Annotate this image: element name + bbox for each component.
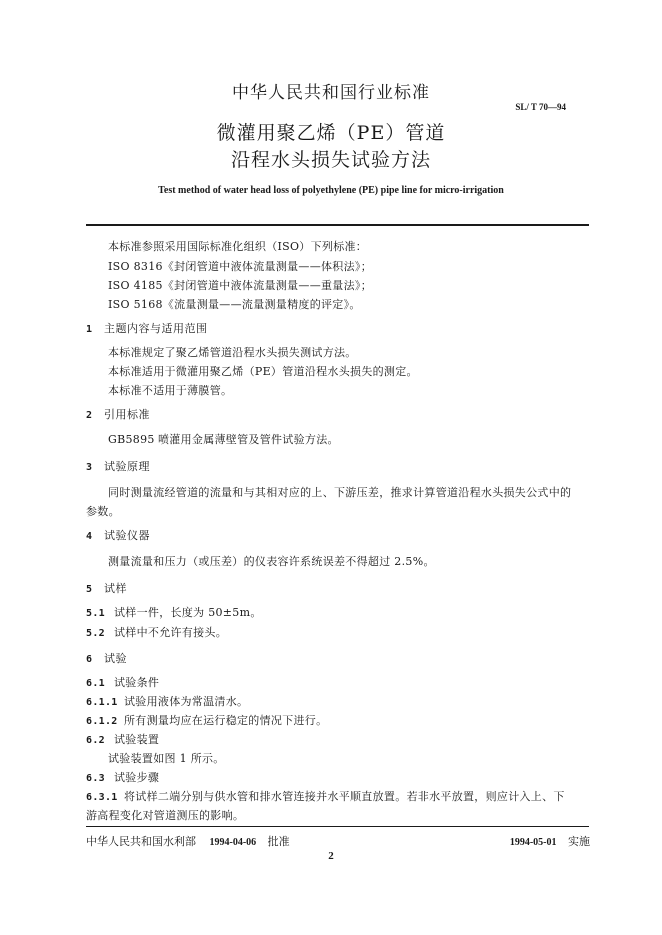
clause-number: 6.3 xyxy=(86,773,105,784)
reference-entry xyxy=(108,431,339,447)
clause-text: 试样一件，长度为 50±5m。 xyxy=(114,606,262,619)
page-number: 2 xyxy=(328,850,334,862)
clause-6-3 xyxy=(86,769,159,785)
clause-number: 6.3.1 xyxy=(86,792,118,803)
intro-line: 本标准参照采用国际标准化组织（ISO）下列标准： xyxy=(108,240,368,253)
section-number: 1 xyxy=(86,324,93,335)
clause-5-2 xyxy=(86,624,227,640)
clause-text: 所有测量均应在运行稳定的情况下进行。 xyxy=(124,714,328,727)
reference-title: 喷灌用金属薄壁管及管件试验方法。 xyxy=(158,433,339,446)
english-title: Test method of water head loss of polyethylene (PE) pipe line for micro-irrigation xyxy=(158,185,504,196)
section-heading-6 xyxy=(86,650,127,666)
document-title-line1: 微灌用聚乙烯（PE）管道 xyxy=(216,122,446,144)
clause-5-1 xyxy=(86,604,262,620)
clause-6-2 xyxy=(86,731,159,747)
section-title: 主题内容与适用范围 xyxy=(104,322,208,335)
reference-code: GB5895 xyxy=(108,433,155,446)
section-title: 试验原理 xyxy=(104,460,150,473)
clause-number: 6.1.2 xyxy=(86,716,118,727)
intro-line: ISO 8316《封闭管道中液体流量测量——体积法》； xyxy=(108,260,372,273)
clause-number: 5.2 xyxy=(86,628,105,639)
org-title: 中华人民共和国行业标准 xyxy=(232,83,430,103)
section-number: 6 xyxy=(86,654,93,665)
clause-title: 试验装置 xyxy=(114,733,160,746)
paragraph: 试验装置如图 1 所示。 xyxy=(108,752,225,765)
section-number: 3 xyxy=(86,462,93,473)
section-title: 试验 xyxy=(104,652,127,665)
effective-info xyxy=(510,833,590,849)
clause-text: 试验用液体为常温清水。 xyxy=(124,695,249,708)
clause-title: 试验步骤 xyxy=(114,771,160,784)
approval-date: 1994-04-06 xyxy=(209,837,257,848)
effective-date: 1994-05-01 xyxy=(509,837,557,848)
paragraph: 本标准规定了聚乙烯管道沿程水头损失测试方法。 xyxy=(108,346,357,359)
section-heading-5 xyxy=(86,580,127,596)
clause-6-3-1 xyxy=(86,788,565,804)
section-title: 引用标准 xyxy=(104,408,150,421)
section-heading-2 xyxy=(86,406,150,422)
footer-rule xyxy=(86,826,589,827)
effective-label: 实施 xyxy=(568,835,590,848)
clause-number: 6.2 xyxy=(86,735,105,746)
intro-line: ISO 4185《封闭管道中液体流量测量——重量法》； xyxy=(108,279,372,292)
paragraph: 同时测量流经管道的流量和与其相对应的上、下游压差，推求计算管道沿程水头损失公式中的 xyxy=(108,486,572,499)
clause-6-1-2 xyxy=(86,712,327,728)
clause-title: 试验条件 xyxy=(114,676,160,689)
section-heading-3 xyxy=(86,458,150,474)
paragraph-continuation: 游高程变化对管道测压的影响。 xyxy=(86,809,245,822)
paragraph-continuation: 参数。 xyxy=(86,505,120,518)
clause-number: 5.1 xyxy=(86,608,105,619)
section-title: 试验仪器 xyxy=(104,529,150,542)
intro-line: ISO 5168《流量测量——流量测量精度的评定》。 xyxy=(108,298,361,311)
section-title: 试样 xyxy=(104,582,127,595)
section-number: 2 xyxy=(86,410,93,421)
approval-info xyxy=(86,833,290,849)
header-rule xyxy=(86,224,589,226)
clause-text: 将试样二端分别与供水管和排水管连接并水平顺直放置。若非水平放置，则应计入上、下 xyxy=(124,790,565,803)
section-heading-4 xyxy=(86,527,150,543)
section-heading-1 xyxy=(86,320,208,336)
paragraph: 测量流量和压力（或压差）的仪表容许系统误差不得超过 2.5%。 xyxy=(108,555,435,568)
clause-6-1 xyxy=(86,674,159,690)
paragraph: 本标准不适用于薄膜管。 xyxy=(108,384,233,397)
section-number: 4 xyxy=(86,531,93,542)
clause-6-1-1 xyxy=(86,693,248,709)
paragraph: 本标准适用于微灌用聚乙烯（PE）管道沿程水头损失的测定。 xyxy=(108,365,418,378)
clause-number: 6.1 xyxy=(86,678,105,689)
approver: 中华人民共和国水利部 xyxy=(86,835,196,848)
document-title-line2: 沿程水头损失试验方法 xyxy=(230,149,431,171)
standard-code: SL/ T 70—94 xyxy=(515,102,566,112)
clause-number: 6.1.1 xyxy=(86,697,118,708)
section-number: 5 xyxy=(86,584,93,595)
approval-label: 批准 xyxy=(267,835,290,848)
clause-text: 试样中不允许有接头。 xyxy=(114,626,227,639)
